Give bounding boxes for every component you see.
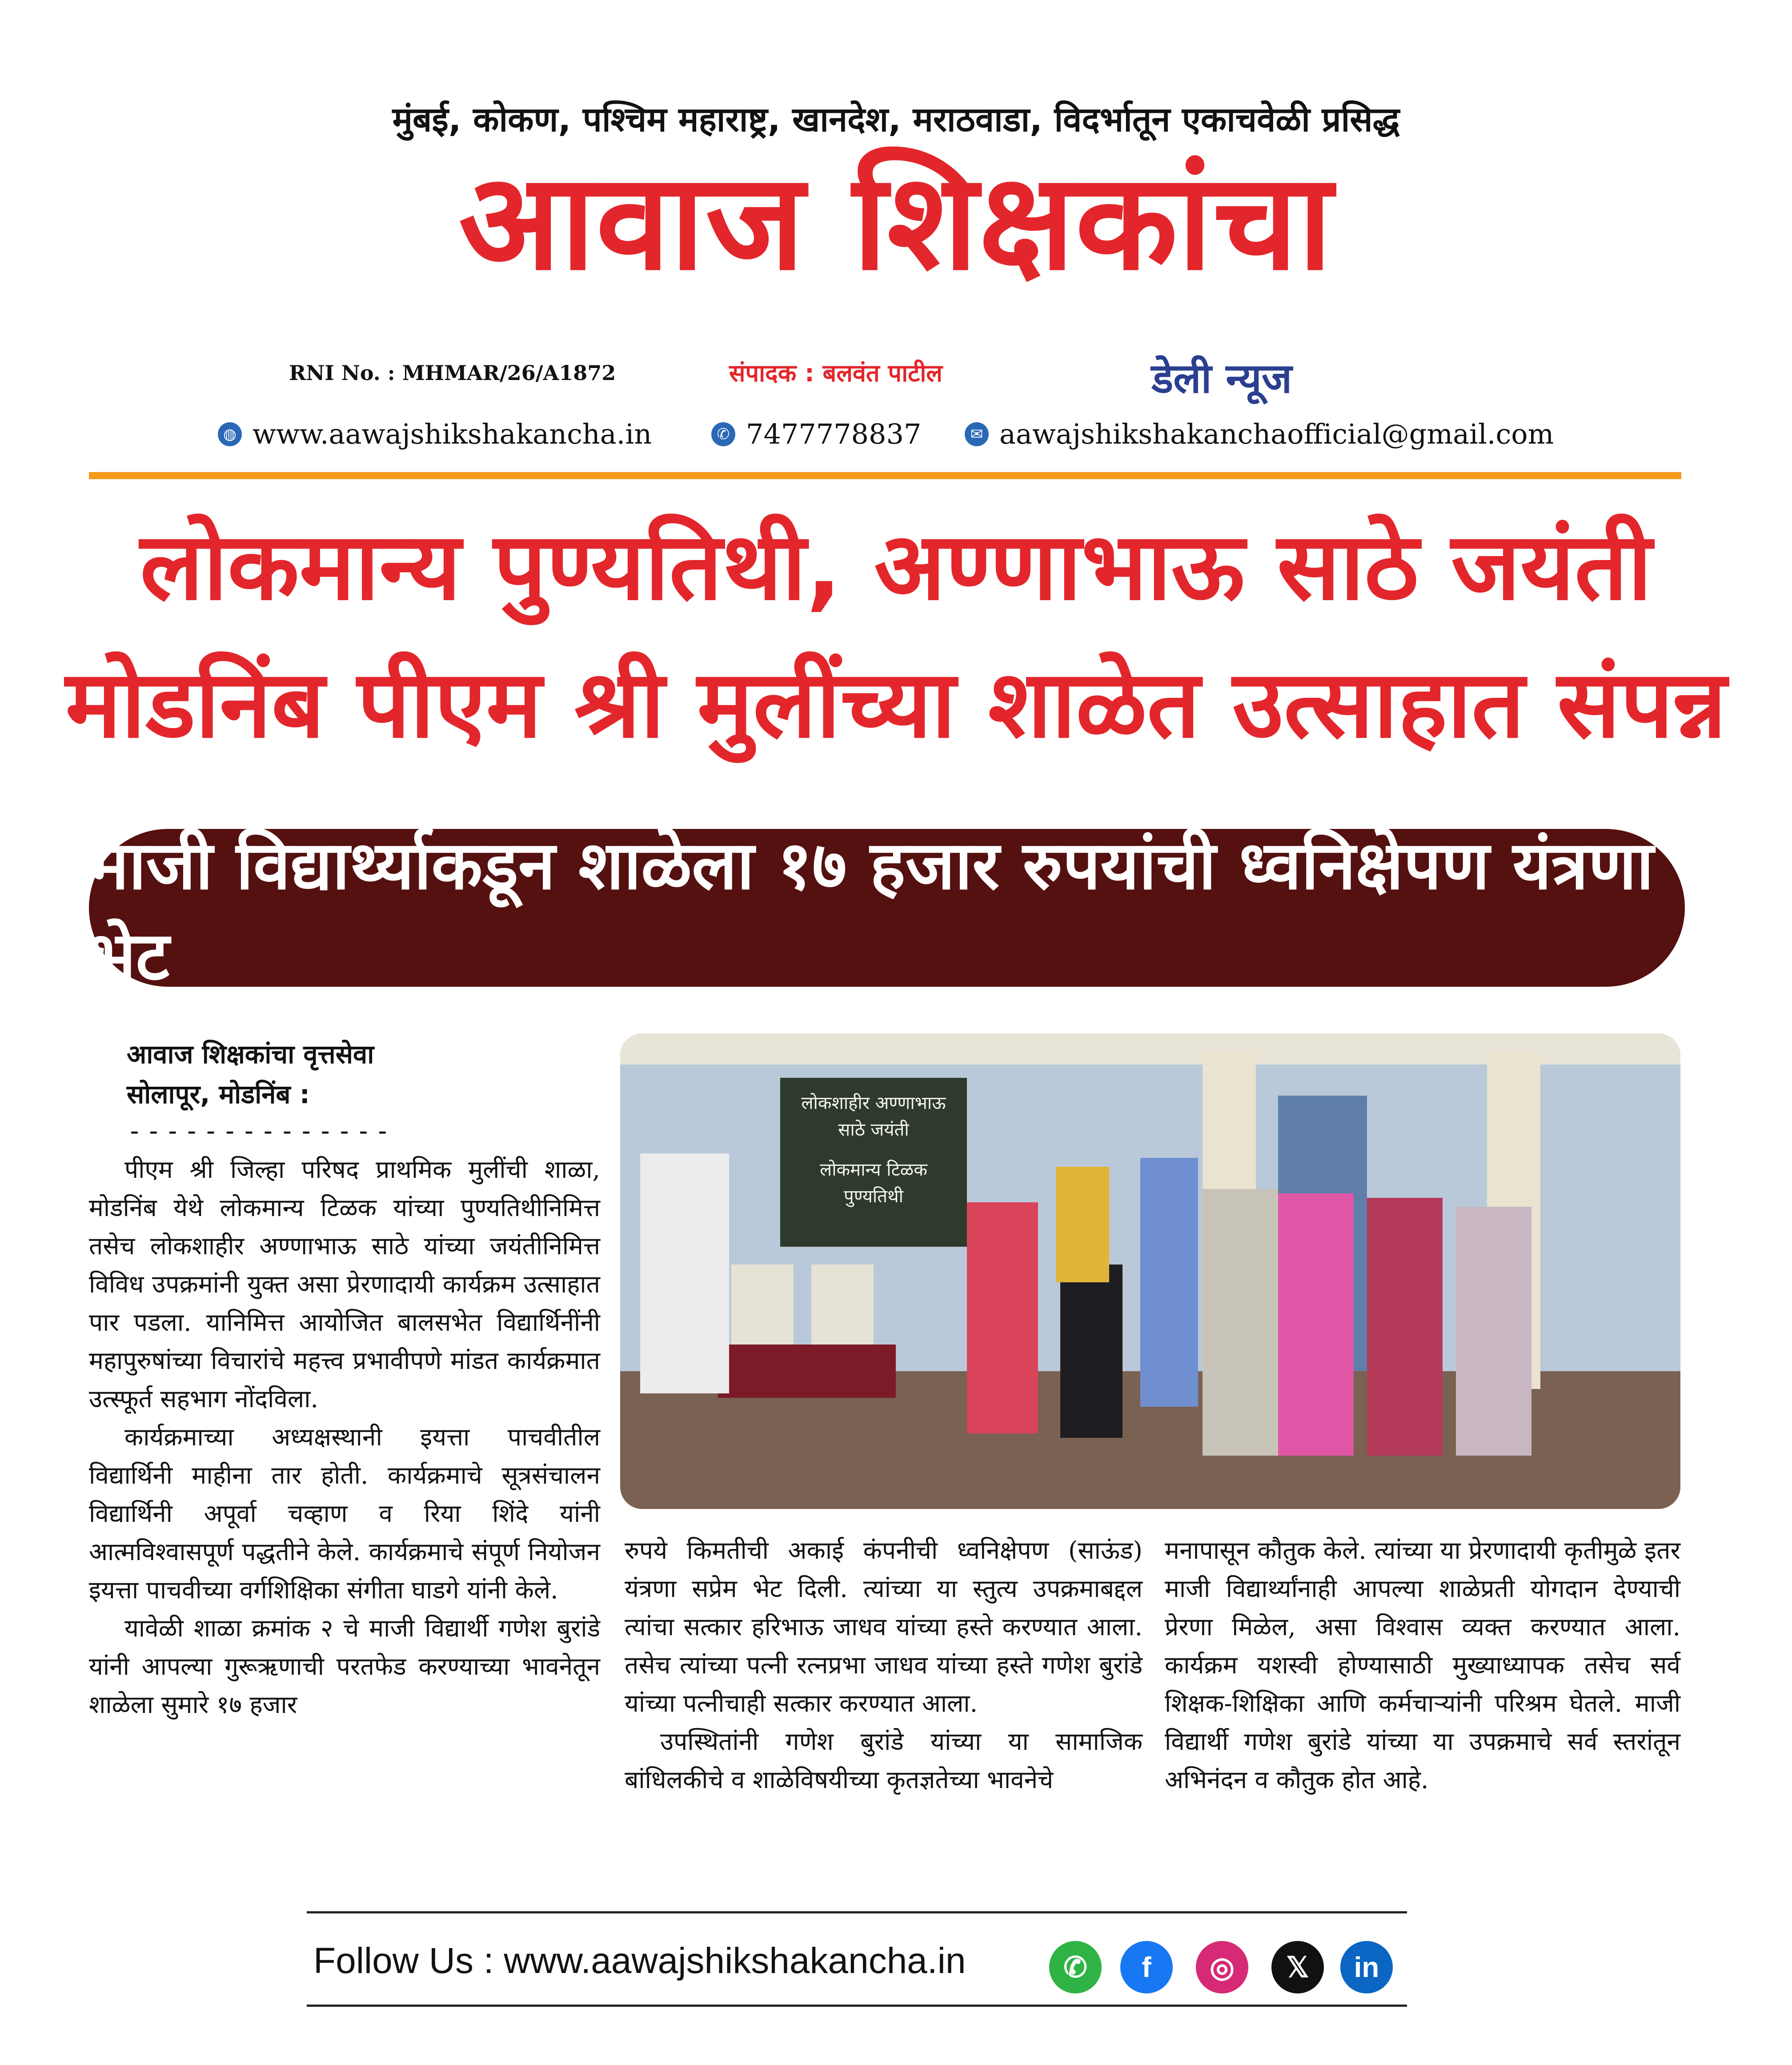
headline-line-1: लोकमान्य पुण्यतिथी, अण्णाभाऊ साठे जयंती — [140, 512, 1652, 621]
article-paragraph: यावेळी शाळा क्रमांक २ चे माजी विद्यार्थी गणेश बुरांडे यांनी आपल्या गुरूऋणाची परतफेड करण्याच्या भावनेतून शाळेला सुमारे १७ हजार — [89, 1614, 600, 1719]
email-text: aawajshikshakanchaofficial@gmail.com — [999, 418, 1554, 450]
footer-top-rule — [307, 1911, 1407, 1913]
event-photo — [620, 1033, 1680, 1509]
header-divider — [89, 472, 1681, 479]
instagram-icon[interactable]: ◎ — [1196, 1941, 1248, 1993]
email-contact[interactable] — [965, 418, 1554, 450]
tagline: मुंबई, कोकण, पश्चिम महाराष्ट्र, खानदेश, मराठवाडा, विदर्भातून एकाचवेळी प्रसिद्ध — [392, 100, 1400, 139]
board-text-1: लोकशाहीर अण्णाभाऊ — [801, 1093, 946, 1113]
subheadline-text: माजी विद्यार्थ्याकडून शाळेला १७ हजार रुपयांची ध्वनिक्षेपण यंत्रणा भेट — [89, 827, 1654, 995]
board-text-3: लोकमान्य टिळक — [820, 1160, 927, 1180]
subheadline-banner — [89, 827, 1685, 995]
editor-name: संपादक : बलवंत पाटील — [729, 359, 943, 387]
daily-news-label: डेली न्यूज — [1151, 355, 1292, 402]
website-text: www.aawajshikshakancha.in — [253, 418, 652, 450]
facebook-icon[interactable]: f — [1120, 1941, 1173, 1993]
byline-agency: आवाज शिक्षकांचा वृत्तसेवा — [127, 1039, 374, 1069]
x-icon[interactable]: 𝕏 — [1271, 1941, 1324, 1993]
byline-separator: -------------- — [127, 1116, 394, 1146]
article-column-3 — [1165, 1531, 1680, 1799]
phone-text: 7477778837 — [746, 418, 922, 450]
event-photo-illustration — [620, 1033, 1680, 1509]
article-paragraph: पीएम श्री जिल्हा परिषद प्राथमिक मुलींची शाळा, मोडनिंब येथे लोकमान्य टिळक यांच्या पुण्यतिथीनिमित्त तसेच लोकशाहीर अण्णाभाऊ साठे यांच्या जयंतीनिमित्त विविध उपक्रमांनी युक्त असा प्रेरणादायी कार्यक्रम उत्साहात पार पडला. यानिमित्त आयोजित बालसभेत विद्यार्थिनींनी महापुरुषांच्या विचारांचे महत्त्व प्रभावीपणे मांडत कार्यक्रमात उत्स्फूर्त सहभाग नोंदविला. — [89, 1155, 600, 1413]
website-contact[interactable] — [218, 418, 652, 450]
byline-location: सोलापूर, मोडनिंब : — [127, 1079, 310, 1109]
article-column-1 — [89, 1150, 600, 1724]
headline-line-2: मोडनिंब पीएम श्री मुलींच्या शाळेत उत्साहात संपन्न — [65, 650, 1727, 759]
follow-us-text[interactable]: Follow Us : www.aawajshikshakancha.in — [313, 1941, 966, 1981]
mail-icon: ✉ — [965, 422, 989, 446]
masthead-title: आवाज शिक्षकांचा — [458, 144, 1334, 300]
whatsapp-icon[interactable]: ✆ — [1049, 1941, 1102, 1993]
footer-bottom-rule — [307, 2005, 1407, 2007]
phone-icon: ✆ — [711, 422, 735, 446]
article-paragraph: उपस्थितांनी गणेश बुरांडे यांच्या या सामाजिक बांधिलकीचे व शाळेविषयीच्या कृतज्ञतेच्या भावनेचे — [625, 1727, 1143, 1794]
article-paragraph: मनापासून कौतुक केले. त्यांच्या या प्रेरणादायी कृतीमुळे इतर माजी विद्यार्थ्यांनाही आपल्या शाळेप्रती योगदान देण्याची प्रेरणा मिळेल, असा विश्वास व्यक्त करण्यात आला. कार्यक्रम यशस्वी होण्यासाठी मुख्याध्यापक तसेच सर्व शिक्षक-शिक्षिका आणि कर्मचाऱ्यांनी परिश्रम घेतले. माजी विद्यार्थी गणेश बुरांडे यांच्या या उपक्रमाचे सर्व स्तरांतून अभिनंदन व कौतुक होत आहे. — [1165, 1536, 1680, 1794]
board-text-2: साठे जयंती — [838, 1120, 909, 1140]
article-paragraph: रुपये किमतीची अकाई कंपनीची ध्वनिक्षेपण (साऊंड) यंत्रणा सप्रेम भेट दिली. त्यांच्या या स्तुत्य उपक्रमाबद्दल त्यांचा सत्कार हरिभाऊ जाधव यांच्या हस्ते करण्यात आला. तसेच त्यांच्या पत्नी रत्नप्रभा जाधव यांच्या हस्ते गणेश बुरांडे यांच्या पत्नीचाही सत्कार करण्यात आला. — [625, 1536, 1143, 1717]
phone-contact[interactable] — [711, 418, 921, 450]
globe-icon: ◍ — [218, 422, 242, 446]
article-column-2 — [625, 1531, 1143, 1799]
article-paragraph: कार्यक्रमाच्या अध्यक्षस्थानी इयत्ता पाचवीतील विद्यार्थिनी माहीना तार होती. कार्यक्रमाचे सूत्रसंचालन विद्यार्थिनी अपूर्वा चव्हाण व रिया शिंदे यांनी आत्मविश्वासपूर्ण पद्धतीने केले. कार्यक्रमाचे संपूर्ण नियोजन इयत्ता पाचवीच्या वर्गशिक्षिका संगीता घाडगे यांनी केले. — [89, 1423, 600, 1604]
board-text-4: पुण्यतिथी — [844, 1186, 903, 1207]
linkedin-icon[interactable]: in — [1340, 1941, 1393, 1993]
rni-number: RNI No. : MHMAR/26/A1872 — [289, 361, 616, 385]
